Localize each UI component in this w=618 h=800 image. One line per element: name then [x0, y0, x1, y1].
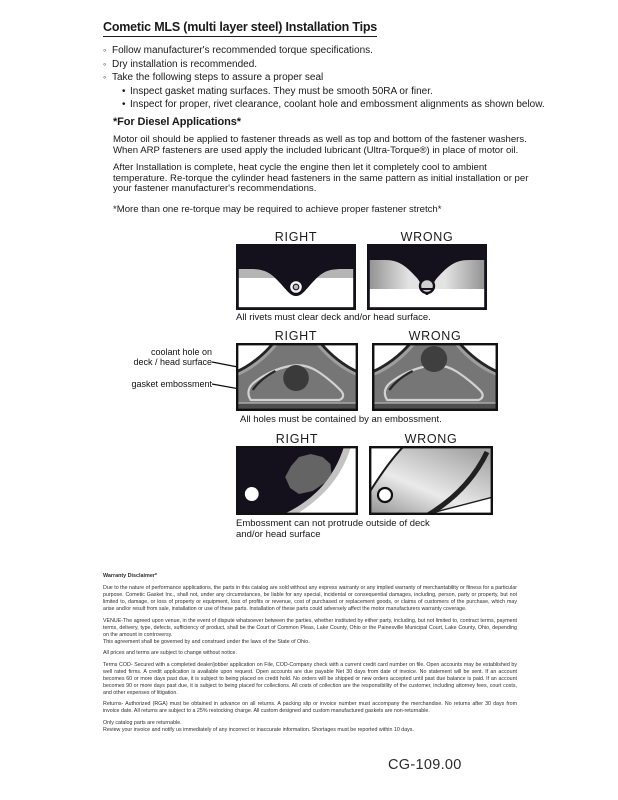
catalog-returns-line: Only catalog parts are returnable.: [103, 719, 182, 726]
bullet-icon: ◦: [103, 72, 107, 82]
bullet-item: [103, 58, 545, 72]
row2-right-label: RIGHT: [274, 329, 318, 343]
bullet-text: Inspect for proper, rivet clearance, coolant hole and embossment alignments as shown below.: [130, 99, 545, 110]
row2-wrong-label: WRONG: [408, 329, 462, 343]
row1-right-label: RIGHT: [274, 230, 318, 244]
page-code: CG-109.00: [388, 757, 462, 773]
gasket-embossment-callout-label: gasket embossment: [131, 379, 212, 389]
bullet-icon: ◦: [103, 58, 107, 69]
bullet-text: Take the following steps to assure a proper seal: [112, 72, 324, 83]
bullet-text: Dry installation is recommended.: [112, 58, 258, 70]
bullet-text: Inspect gasket mating surfaces. They must be smooth 50RA or finer.: [130, 85, 433, 97]
prices-paragraph: All prices and terms are subject to change without notice.: [103, 650, 237, 656]
rivet-clearance-caption: All rivets must clear deck and/or head surface.: [236, 312, 431, 323]
embossment-protrude-right-diagram: [236, 446, 358, 515]
row1-wrong-label: WRONG: [400, 230, 454, 244]
embossment-protrude-wrong-diagram: [369, 446, 493, 515]
warranty-paragraph: Due to the nature of performance applications, the parts in this catalog are sold without any express warranty or any implied warranty of merchantability or fitness for a particular purpose. Cometic Gasket Inc., shall not, under any circumstances, be liable for any special, incidental or consequential damages, including, person, party or property, but not limited to, damage, or loss of property or equipment, loss of profits or revenue, cost of purchased or replacement goods, or claims of customers of the purchase, which may arise and/or result from sale, installation or use of these parts. Installation of these parts could adversely affect the motor manufacturers warranty coverage.: [103, 585, 517, 612]
sub-bullet-item: [103, 85, 545, 99]
bullet-dot-icon: •: [122, 99, 126, 110]
rivet-clearance-wrong-diagram: [367, 244, 487, 310]
bullet-item: [103, 71, 545, 85]
governing-law-line: This agreement shall be governed by and construed under the laws of the State of Ohio.: [103, 638, 310, 645]
embossment-protrude-caption: Embossment can not protrude outside of deck and/or head surface: [236, 518, 430, 540]
bullet-item: [103, 44, 545, 58]
bullet-text: Follow manufacturer's recommended torque specifications.: [112, 45, 373, 56]
bullet-icon: ◦: [103, 45, 107, 55]
page-title: Cometic MLS (multi layer steel) Installation Tips: [103, 20, 377, 37]
retorque-note: *More than one re-torque may be required to achieve proper fastener stretch*: [113, 203, 442, 215]
warranty-disclaimer-heading: Warranty Disclaimer*: [103, 573, 158, 579]
diesel-heading: *For Diesel Applications*: [113, 116, 241, 128]
bullet-dot-icon: •: [122, 85, 126, 97]
warranty-disclaimer-section: [103, 573, 517, 738]
diesel-paragraph-2: After Installation is complete, heat cycle the engine then let it completely cool to ambient temperature. Re-torque the cylinder head fasteners in the same pattern as initial installation or per your fastener manufacturer's recommendations.: [113, 162, 529, 195]
diesel-section: [113, 116, 541, 216]
sub-bullet-item: [103, 98, 545, 112]
venue-paragraph: VENUE-The agreed upon venue, in the event of dispute whatsoever between the parties, whether instituted by either party, including, but not limited to, contract terms, payment terms, delivery, type, defects, sufficiency of product, shall be the Court of Common Pleas, Lake County, Ohio or the Painesville Municipal Court, Lake County, Ohio, depending on the amount in controversy.: [103, 617, 517, 638]
returns-paragraph: Returns- Authorized (RGA) must be obtained in advance on all returns. A packing slip or invoice number must accompany the merchandise. No returns after 30 days from invoice date. All returns are subject to a 25% restocking charge. All custom designed and custom manufactured gaskets are non-returnable.: [103, 701, 517, 714]
review-invoice-line: Review your invoice and notify us immediately of any incorrect or inaccurate information. Shortages must be reported within 10 days.: [103, 726, 414, 733]
coolant-hole-callout-label: coolant hole on deck / head surface: [133, 347, 212, 367]
hole-embossment-caption: All holes must be contained by an embossment.: [240, 414, 442, 425]
diesel-paragraph-1: Motor oil should be applied to fastener threads as well as top and bottom of the fastener washers. When ARP fasteners are used apply the included lubricant (Ultra-Torque®) in place of motor oil.: [113, 134, 527, 156]
terms-cod-paragraph: Terms COD- Secured with a completed dealer/jobber application on File, COD-Company check with a current credit card number on file. Open accounts may be established by well rated firms. A credit application is available upon request. Open accounts are due payable Net 30 days from date of invoice. No statement will be sent. If an account becomes 60 or more days past due, it is subject to being placed on credit hold. No orders will be shipped or new orders accepted until past due balance is paid. If an account becomes 90 or more days past due, it is subject to being placed for collections. All costs of collection are the responsibility of the customer, including attorney fees, court costs, and other expenses of litigation.: [103, 661, 517, 696]
coolant-hole-wrong-diagram: [372, 343, 498, 411]
tip-bullet-list: [103, 44, 545, 112]
rivet-clearance-right-diagram: [236, 244, 356, 310]
row3-right-label: RIGHT: [275, 432, 319, 446]
coolant-hole-right-diagram: [236, 343, 358, 411]
row3-wrong-label: WRONG: [404, 432, 458, 446]
